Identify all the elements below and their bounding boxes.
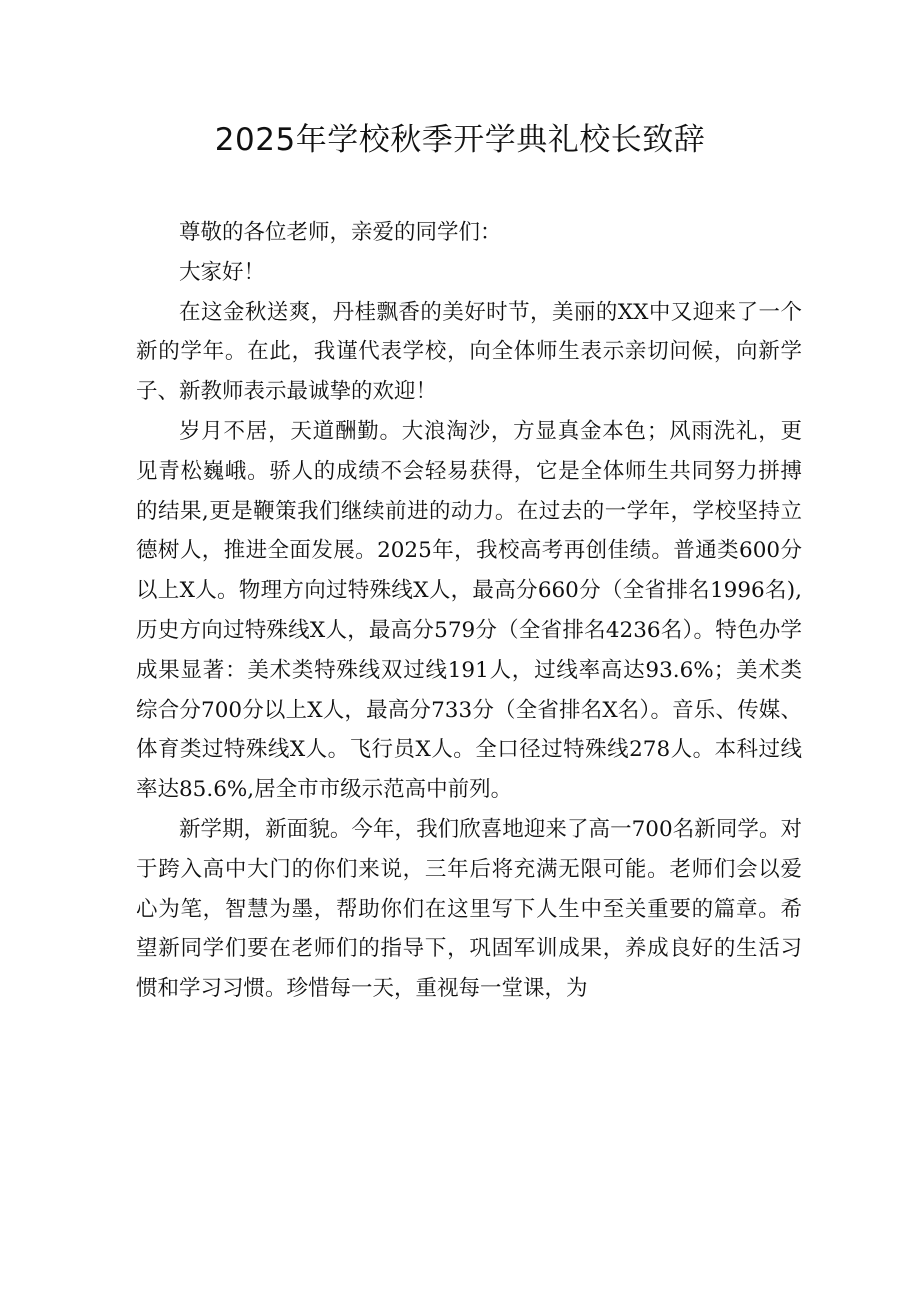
paragraph-achievements: 岁月不居，天道酬勤。大浪淘沙，方显真金本色；风雨洗礼，更见青松巍峨。骄人的成绩不会轻易获得，它是全体师生共同努力拼搏的结果,更是鞭策我们继续前进的动力。在过去的一学年，学校坚持立德树人，推进全面发展。2025年，我校高考再创佳绩。普通类600分以上X人。物理方向过特殊线X人，最高分660分（全省排名1996名),历史方向过特殊线X人，最高分579分（全省排名4236名）。特色办学成果显著：美术类特殊线双过线191人，过线率高达93.6%；美术类综合分700分以上X人，最高分733分（全省排名X名）。音乐、传媒、体育类过特殊线X人。飞行员X人。全口径过特殊线278人。本科过线率达85.6%,居全市市级示范高中前列。	[136, 418, 802, 803]
paragraph-welcome: 在这金秋送爽，丹桂飘香的美好时节，美丽的XX中又迎来了一个新的学年。在此，我谨代表学校，向全体师生表示亲切问候，向新学子、新教师表示最诚挚的欢迎！	[136, 299, 802, 405]
paragraph-new-semester: 新学期，新面貌。今年，我们欣喜地迎来了高一700名新同学。对于跨入高中大门的你们来说，三年后将充满无限可能。老师们会以爱心为笔，智慧为墨，帮助你们在这里写下人生中至关重要的篇章。希望新同学们要在老师们的指导下，巩固军训成果，养成良好的生活习惯和学习习惯。珍惜每一天，重视每一堂课，为	[136, 816, 802, 1002]
document-title: 2025年学校秋季开学典礼校长致辞	[214, 122, 706, 158]
document-body	[136, 213, 802, 1009]
salutation: 尊敬的各位老师，亲爱的同学们：	[179, 220, 502, 245]
greeting: 大家好！	[179, 259, 266, 285]
